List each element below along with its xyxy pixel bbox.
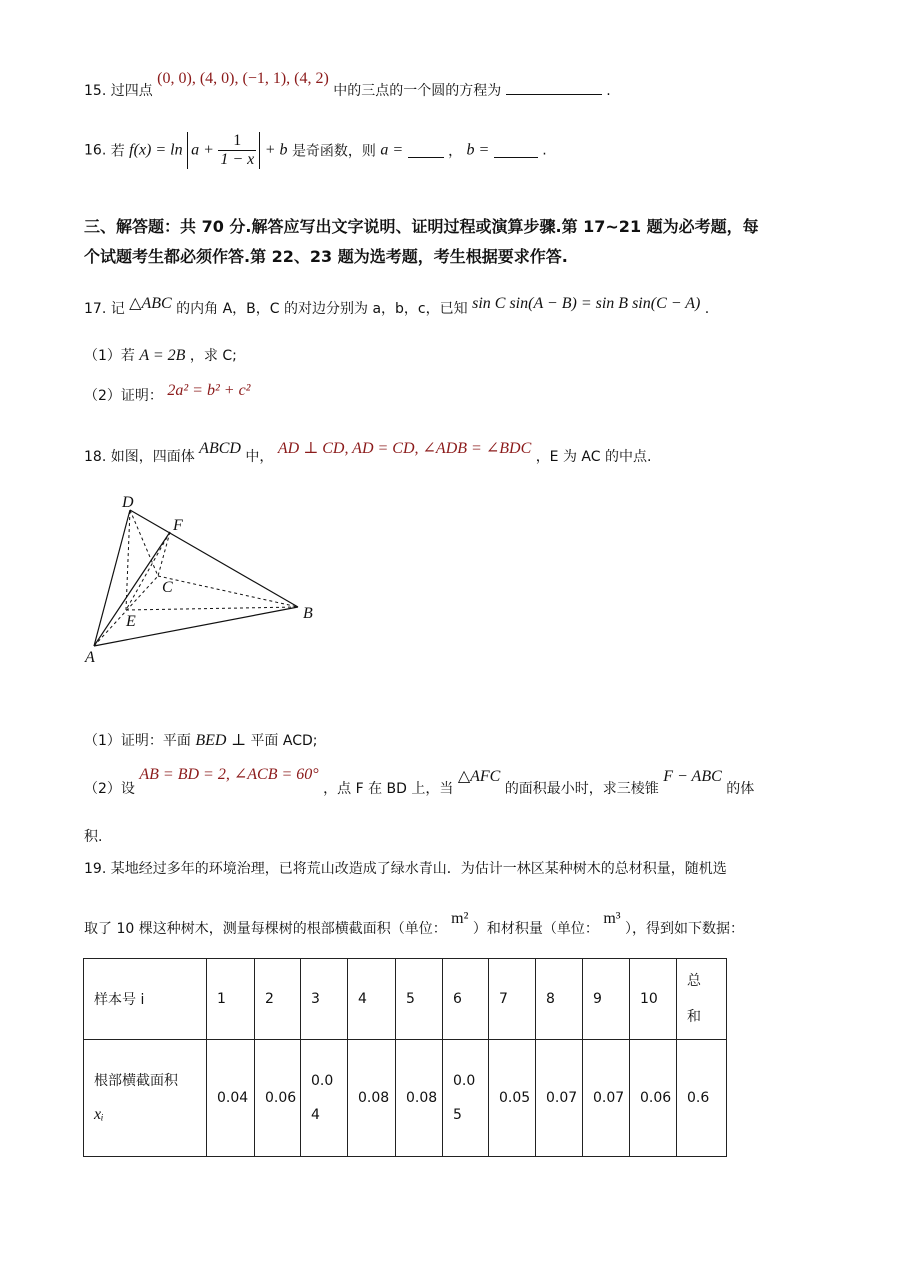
table-cell-value: 0.08 bbox=[396, 1040, 443, 1157]
table-cell-value: 0.06 bbox=[630, 1040, 677, 1157]
table-cell-sample: 9 bbox=[583, 959, 630, 1040]
q17-part-2-label: （2）证明： bbox=[84, 388, 163, 404]
q19-text-line-2b: ）和材积量（单位： bbox=[472, 921, 599, 937]
section-3-heading bbox=[84, 212, 759, 272]
vertex-label-B: B bbox=[303, 605, 313, 622]
q16-function: f(x) = ln bbox=[129, 141, 183, 159]
table-cell-value: 0.04 bbox=[207, 1040, 255, 1157]
section-3-heading-line-2: 个试题考生都必须作答.第 22、23 题为选考题，考生根据要求作答. bbox=[84, 247, 568, 266]
q18-tetrahedron: ABCD bbox=[199, 440, 241, 457]
q17-part-1-suffix: ，求 C; bbox=[189, 348, 237, 364]
q18-number: 18. bbox=[84, 449, 107, 465]
question-18-part-2-continued bbox=[84, 826, 102, 846]
question-15 bbox=[84, 70, 611, 100]
q19-text-line-2c: ），得到如下数据： bbox=[625, 921, 745, 937]
q18-part-2-continuation: 积. bbox=[84, 829, 103, 845]
q16-fraction bbox=[218, 132, 256, 169]
q18-part-2-triangle: △AFC bbox=[457, 768, 501, 785]
question-17-part-1 bbox=[84, 345, 237, 365]
table-cell-sample: 3 bbox=[301, 959, 348, 1040]
table-row-root-area bbox=[84, 1040, 727, 1157]
question-18-part-1 bbox=[84, 730, 318, 750]
q16-b-equals: b = bbox=[466, 141, 490, 159]
q18-prefix: 如图，四面体 bbox=[110, 449, 195, 465]
q16-middle-text: 是奇函数，则 bbox=[291, 143, 376, 160]
edge-AB bbox=[94, 607, 298, 646]
q16-a-blank[interactable] bbox=[408, 143, 444, 158]
table-header-root-area-variable: xᵢ bbox=[94, 1106, 104, 1123]
table-cell-sample: 1 bbox=[207, 959, 255, 1040]
q16-absolute-value bbox=[187, 132, 260, 169]
q18-part-1-label: （1）证明：平面 bbox=[84, 733, 191, 749]
q15-answer-blank[interactable] bbox=[506, 80, 602, 95]
vertex-label-F: F bbox=[173, 517, 183, 534]
q18-part-1-perpendicular: ⊥ bbox=[230, 732, 246, 749]
q16-end: . bbox=[542, 142, 547, 159]
edge-AD bbox=[94, 510, 130, 646]
q15-number: 15. bbox=[84, 83, 107, 99]
q17-number: 17. bbox=[84, 301, 107, 317]
q18-middle-text: 中， bbox=[245, 449, 274, 465]
edge-FC bbox=[158, 532, 170, 576]
q16-prefix: 若 bbox=[110, 143, 125, 160]
question-19-line-1 bbox=[84, 858, 727, 878]
q17-prefix: 记 bbox=[110, 301, 125, 317]
question-19-line-2 bbox=[84, 910, 745, 938]
table-cell-sample: 2 bbox=[255, 959, 301, 1040]
edge-EB bbox=[126, 607, 298, 610]
table-row-sample-numbers bbox=[84, 959, 727, 1040]
q16-b-term: + b bbox=[264, 141, 288, 159]
table-cell-total: 0.6 bbox=[677, 1040, 727, 1157]
q17-triangle: △ABC bbox=[129, 295, 172, 312]
table-cell-value: 0.0 4 bbox=[301, 1040, 348, 1157]
q17-equation: sin C sin(A − B) = sin B sin(C − A) bbox=[472, 295, 701, 312]
table-cell-value: 0.07 bbox=[583, 1040, 630, 1157]
question-17 bbox=[84, 295, 710, 318]
vertex-label-C: C bbox=[162, 579, 173, 596]
table-cell-value: 0.06 bbox=[255, 1040, 301, 1157]
q15-prefix: 过四点 bbox=[110, 83, 153, 99]
tetrahedron-figure bbox=[80, 490, 330, 670]
edge-FE bbox=[126, 532, 170, 610]
edge-DC bbox=[130, 510, 158, 576]
q16-a-term: a + bbox=[191, 141, 214, 159]
q17-middle-text: 的内角 A，B，C 的对边分别为 a，b，c，已知 bbox=[176, 301, 468, 317]
q16-a-equals: a = bbox=[380, 141, 404, 159]
q16-comma: ， bbox=[448, 143, 463, 160]
vertex-label-A: A bbox=[85, 649, 95, 666]
table-cell-sample: 7 bbox=[489, 959, 536, 1040]
q19-unit-area: m² bbox=[451, 910, 469, 927]
q18-part-2-middle-text: ，点 F 在 BD 上，当 bbox=[323, 781, 454, 797]
q19-unit-volume: m³ bbox=[603, 910, 621, 927]
q19-text-line-2a: 取了 10 棵这种树木，测量每棵树的根部横截面积（单位： bbox=[84, 921, 447, 937]
q18-suffix: ，E 为 AC 的中点. bbox=[535, 449, 652, 465]
q19-text-line-1: 19. 某地经过多年的环境治理，已将荒山改造成了绿水青山．为估计一林区某种树木的总材积量，随机选 bbox=[84, 861, 727, 877]
table-cell-value: 0.05 bbox=[489, 1040, 536, 1157]
section-3-heading-line-1: 三、解答题：共 70 分.解答应写出文字说明、证明过程或演算步骤.第 17~21 题为必考题，每 bbox=[84, 217, 759, 236]
data-table bbox=[83, 958, 727, 1157]
q18-conditions: AD ⊥ CD, AD = CD, ∠ADB = ∠BDC bbox=[277, 440, 532, 457]
q18-part-2-pyramid: F − ABC bbox=[663, 768, 722, 785]
table-cell-sample: 10 bbox=[630, 959, 677, 1040]
table-header-root-area-label: 根部横截面积 bbox=[94, 1073, 178, 1089]
q16-number: 16. bbox=[84, 142, 107, 159]
q18-part-2-label: （2）设 bbox=[84, 781, 135, 797]
q16-fraction-denominator: 1 − x bbox=[220, 151, 255, 168]
table-cell-sample: 5 bbox=[396, 959, 443, 1040]
table-cell-value: 0.08 bbox=[348, 1040, 396, 1157]
table-header-total-line-1: 总 bbox=[687, 973, 701, 989]
question-17-part-2 bbox=[84, 382, 251, 405]
edge-CB bbox=[158, 576, 298, 607]
table-header-total-line-2: 和 bbox=[687, 1009, 701, 1025]
table-cell-sample: 4 bbox=[348, 959, 396, 1040]
q15-suffix: 中的三点的一个圆的方程为 bbox=[333, 83, 502, 99]
vertex-label-E: E bbox=[126, 613, 136, 630]
vertex-label-D: D bbox=[122, 494, 134, 511]
table-cell-sample: 8 bbox=[536, 959, 583, 1040]
q15-points: (0, 0), (4, 0), (−1, 1), (4, 2) bbox=[157, 70, 329, 87]
table-header-sample: 样本号 i bbox=[84, 959, 207, 1040]
table-header-total bbox=[677, 959, 727, 1040]
q16-fraction-numerator: 1 bbox=[218, 132, 256, 151]
q16-b-blank[interactable] bbox=[494, 143, 538, 158]
table-header-root-area bbox=[84, 1040, 207, 1157]
q17-part-1-equation: A = 2B bbox=[139, 347, 186, 364]
q17-part-2-equation: 2a² = b² + c² bbox=[167, 382, 251, 399]
q18-part-1-plane-acd: 平面 ACD; bbox=[250, 733, 318, 749]
q18-part-2-middle-text-2: 的面积最小时，求三棱锥 bbox=[504, 781, 659, 797]
q15-end: . bbox=[606, 83, 611, 99]
question-18 bbox=[84, 440, 652, 466]
q17-end: . bbox=[704, 301, 710, 317]
q18-part-2-suffix: 的体 bbox=[726, 781, 755, 797]
q18-part-1-plane-bed: BED bbox=[195, 732, 227, 749]
q18-part-2-conditions: AB = BD = 2, ∠ACB = 60° bbox=[139, 766, 319, 783]
q17-part-1-label: （1）若 bbox=[84, 348, 135, 364]
table-cell-value: 0.0 5 bbox=[443, 1040, 489, 1157]
question-16 bbox=[84, 132, 547, 169]
question-18-part-2 bbox=[84, 766, 755, 798]
table-cell-sample: 6 bbox=[443, 959, 489, 1040]
table-cell-value: 0.07 bbox=[536, 1040, 583, 1157]
